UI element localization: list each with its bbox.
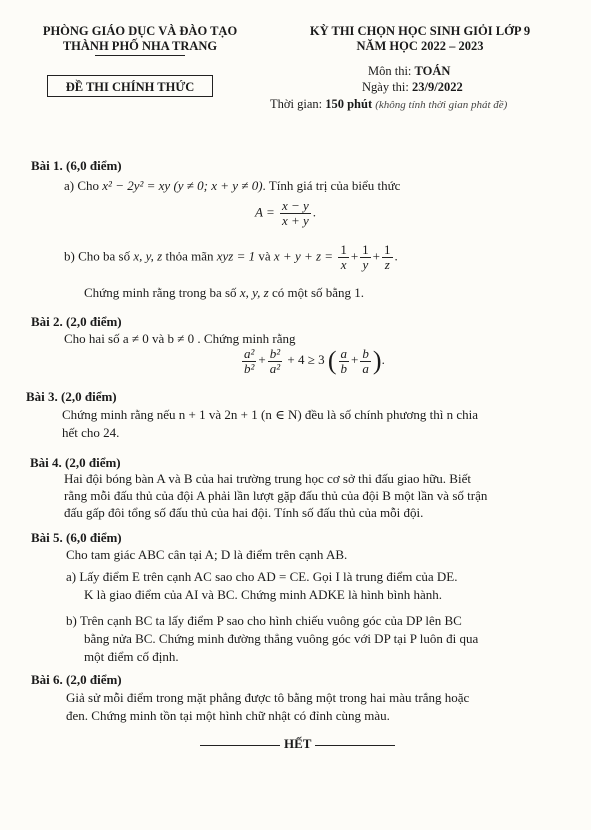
frac-a2-b2: [242, 347, 256, 376]
problem-5b-line2: bằng nửa BC. Chứng minh đường thẳng vuông góc với DP tại P luôn đi qua: [84, 631, 479, 646]
date-value: 23/9/2022: [412, 80, 463, 94]
date-line: [362, 78, 463, 96]
header-left: [20, 24, 260, 54]
plus-sign: +: [258, 351, 266, 367]
frac-b2-a2: [268, 347, 282, 376]
frac-num: 1: [340, 242, 347, 257]
problem-1a-text: a) Cho: [64, 178, 103, 193]
date-label: Ngày thi:: [362, 80, 412, 94]
problem-5-title: Bài 5. (6,0 điểm): [31, 530, 122, 545]
expression-A-denominator: x + y: [281, 213, 309, 228]
plus-sign: +: [372, 248, 381, 264]
problem-1-title: Bài 1. (6,0 điểm): [31, 158, 122, 173]
expression-A-numerator: x − y: [281, 198, 309, 213]
problem-5a-line1: a) Lấy điểm E trên cạnh AC sao cho AD = CE. Gọi I là trung điểm của DE.: [66, 569, 458, 584]
footer-rule-right: [315, 745, 395, 746]
problem-4-line3: đấu gấp đôi tổng số đấu thủ của hai đội. Tính số đấu thủ của mỗi đội.: [64, 505, 424, 520]
problem-6-line2: đen. Chứng minh tồn tại một hình chữ nhật có đỉnh cùng màu.: [66, 708, 390, 723]
problem-1b-text2: thỏa mãn: [162, 248, 217, 264]
expression-A: [255, 199, 316, 228]
problem-6-title: Bài 6. (2,0 điểm): [31, 672, 122, 687]
end-marker: HẾT: [284, 736, 312, 751]
subject-label: Môn thi:: [368, 64, 415, 78]
frac-a-b: [339, 347, 350, 376]
frac-one-over-y: [360, 243, 371, 272]
problem-1b-text: b) Cho ba số: [64, 248, 134, 264]
frac-num: b: [362, 345, 369, 361]
problem-5b-line1: b) Trên cạnh BC ta lấy điểm P sao cho hình chiếu vuông góc của DP lên BC: [66, 613, 462, 628]
frac-num: a²: [244, 345, 255, 361]
frac-one-over-z: [382, 243, 393, 272]
expression-A-lhs: A =: [255, 204, 275, 220]
frac-den-y: y: [362, 257, 369, 272]
problem-1a-statement: [64, 177, 400, 195]
subject-value: TOÁN: [414, 64, 451, 78]
plus-sign: +: [350, 248, 359, 264]
problem-1b-line2-text: Chứng minh rằng trong ba số: [84, 285, 240, 300]
time-label: Thời gian:: [270, 97, 326, 111]
problem-1b-end: .: [394, 248, 398, 264]
frac-den: b²: [244, 360, 255, 376]
problem-2-title: Bài 2. (2,0 điểm): [31, 314, 122, 329]
problem-1a-text-end: . Tính giá trị của biểu thức: [262, 178, 401, 193]
school-year: NĂM HỌC 2022 – 2023: [356, 39, 484, 53]
problem-5b-line3: một điểm cố định.: [84, 649, 179, 664]
frac-num: a: [340, 345, 348, 361]
frac-one-over-x: [338, 243, 349, 272]
expression-A-end: .: [312, 204, 317, 220]
inequality-middle: + 4 ≥ 3: [287, 351, 325, 367]
problem-4-line1: Hai đội bóng bàn A và B của hai trường trung học cơ sở thi đấu giao hữu. Biết: [64, 471, 471, 486]
time-line: [270, 95, 507, 114]
official-exam-box: ĐỀ THI CHÍNH THỨC: [47, 75, 213, 97]
problem-1b-line2-end: có một số bằng 1.: [268, 285, 365, 300]
footer-rule-left: [200, 745, 280, 746]
problem-1b-line2: [84, 284, 364, 302]
frac-den-x: x: [340, 257, 347, 272]
frac-den: a²: [269, 360, 281, 376]
frac-num: 1: [384, 242, 391, 257]
city-name: THÀNH PHỐ NHA TRANG: [62, 39, 218, 53]
problem-2-statement: Cho hai số a ≠ 0 và b ≠ 0 . Chứng minh rằng: [64, 331, 296, 346]
problem-1b-cond1: xyz = 1: [216, 248, 256, 264]
frac-b-a: [360, 347, 371, 376]
frac-den: a: [362, 360, 369, 376]
problem-5a-line2: K là giao điểm của AI và BC. Chứng minh ADKE là hình bình hành.: [84, 587, 443, 602]
problem-4-title: Bài 4. (2,0 điểm): [30, 455, 121, 470]
plus-sign: +: [351, 351, 359, 367]
problem-6-line1: Giả sử mỗi điểm trong mặt phẳng được tô bằng một trong hai màu trắng hoặc: [66, 690, 470, 705]
time-note: (không tính thời gian phát đề): [375, 99, 508, 111]
problem-5-line1: Cho tam giác ABC cân tại A; D là điểm trên cạnh AB.: [66, 547, 348, 562]
problem-1b-cond2: x + y + z =: [273, 248, 334, 264]
problem-2-inequality: $\frac{\text{a²}}{\text{b²}}$ + $\frac{\text{b²}}{\text{a²}}$ + 4 ≥ 3 ( $\frac{a}{b}$ + $\frac{b}{a}$ ).: [244, 345, 385, 376]
problem-3-line1: Chứng minh rằng nếu n + 1 và 2n + 1 (n ∈ N) đều là số chính phương thì n chia: [62, 407, 479, 422]
problem-4-line2: rằng mỗi đấu thủ của đội A phải lần lượt gặp đấu thủ của đội B một lần và số trận: [64, 488, 488, 503]
problem-1b-statement: [64, 243, 398, 272]
department-name: PHÒNG GIÁO DỤC VÀ ĐÀO TẠO: [42, 24, 238, 38]
problem-3-title: Bài 3. (2,0 điểm): [26, 389, 117, 404]
time-value: 150 phút: [325, 97, 373, 111]
header-right: [270, 24, 570, 54]
problem-1b-and: và: [255, 248, 274, 264]
problem-1a-condition: x² − 2y² = xy (y ≠ 0; x + y ≠ 0): [102, 178, 263, 193]
frac-den-z: z: [384, 257, 390, 272]
problem-3-line2: hết cho 24.: [62, 425, 120, 440]
exam-name: KỲ THI CHỌN HỌC SINH GIỎI LỚP 9: [309, 24, 531, 38]
frac-num: b²: [269, 345, 281, 361]
problem-1b-line2-vars: x, y, z: [239, 285, 269, 300]
frac-den: b: [340, 360, 348, 376]
expression-A-fraction: [280, 199, 311, 228]
problem-1b-vars: x, y, z: [133, 248, 163, 264]
inequality-end: .: [381, 351, 385, 367]
frac-num: 1: [362, 242, 369, 257]
header-left-underline: [95, 55, 185, 56]
